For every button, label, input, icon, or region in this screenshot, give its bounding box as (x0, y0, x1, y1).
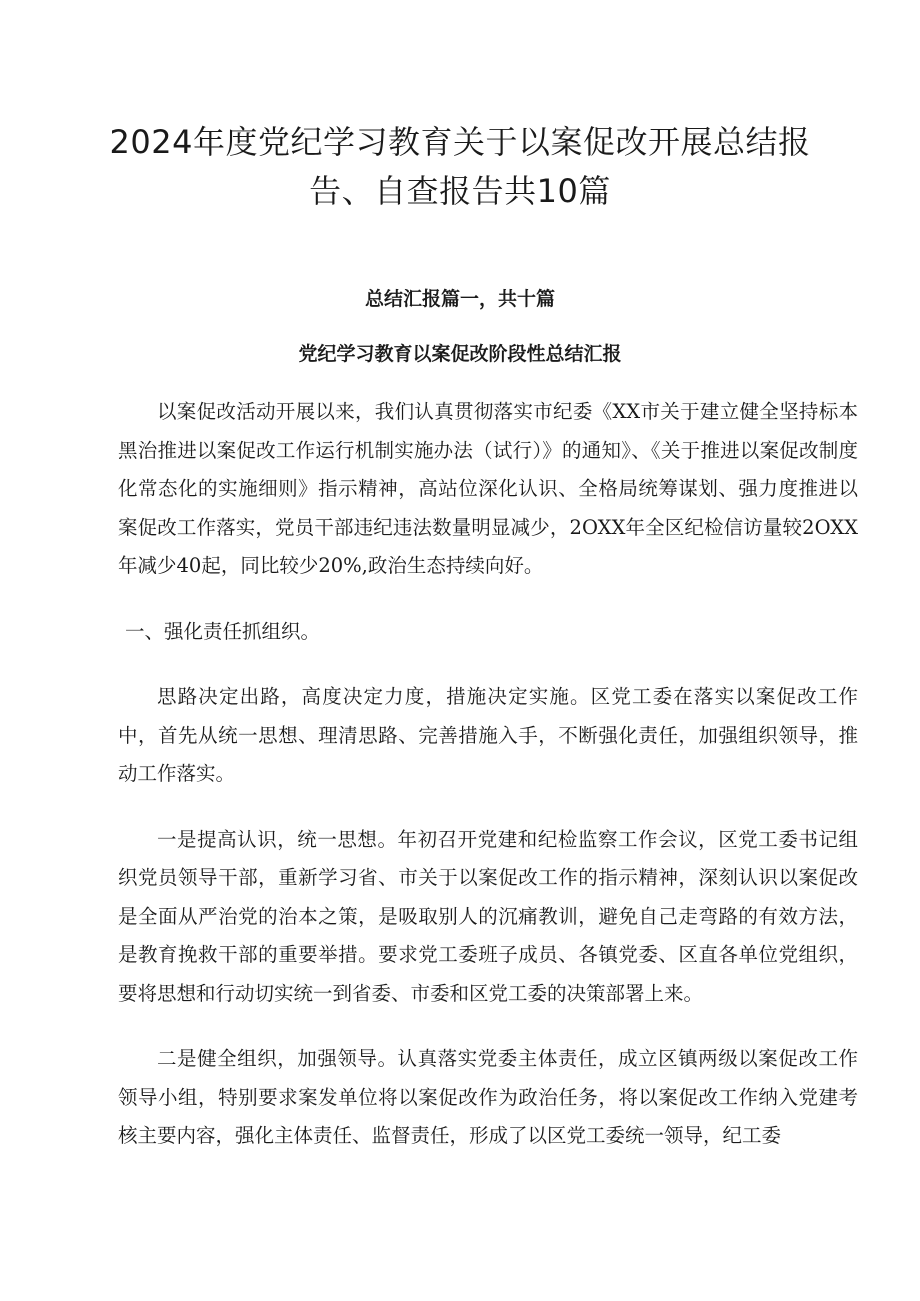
paragraph: 一是提高认识，统一思想。年初召开党建和纪检监察工作会议，区党工委书记组织党员领导干部，重新学习省、市关于以案促改工作的指示精神，深刻认识以案促改是全面从严治党的治本之策，是吸取别人的沉痛教训，避免自己走弯路的有效方法，是教育挽救干部的重要举措。要求党工委班子成员、各镇党委、区直各单位党组织，要将思想和行动切实统一到省委、市委和区党工委的决策部署上来。 (118, 827, 858, 1005)
document-body (118, 393, 858, 1183)
paragraph: 二是健全组织，加强领导。认真落实党委主体责任，成立区镇两级以案促改工作领导小组，特别要求案发单位将以案促改作为政治任务，将以案促改工作纳入党建考核主要内容，强化主体责任、监督责任，形成了以区党工委统一领导，纪工委 (118, 1047, 858, 1147)
paragraph: 思路决定出路，高度决定力度，措施决定实施。区党工委在落实以案促改工作中，首先从统一思想、理清思路、完善措施入手，不断强化责任，加强组织领导，推动工作落实。 (118, 685, 858, 785)
document-title: 2024年度党纪学习教育关于以案促改开展总结报告、自查报告共10篇 (109, 123, 811, 210)
section-title: 总结汇报篇一，共十篇 (364, 288, 555, 310)
section-heading-1: 一、强化责任抓组织。 (125, 619, 321, 643)
paragraph-intro: 以案促改活动开展以来，我们认真贯彻落实市纪委《XX市关于建立健全坚持标本黑治推进以案促改工作运行机制实施办法（试行）》的通知》、《关于推进以案促改制度化常态化的实施细则》指示精神，高站位深化认识、全格局统筹谋划、强力度推进以案促改工作落实，党员干部违纪违法数量明显减少，2OXX年全区纪检信访量较2OXX年减少40起，同比较少20%,政治生态持续向好。 (118, 400, 858, 577)
report-subtitle: 党纪学习教育以案促改阶段性总结汇报 (298, 343, 622, 365)
